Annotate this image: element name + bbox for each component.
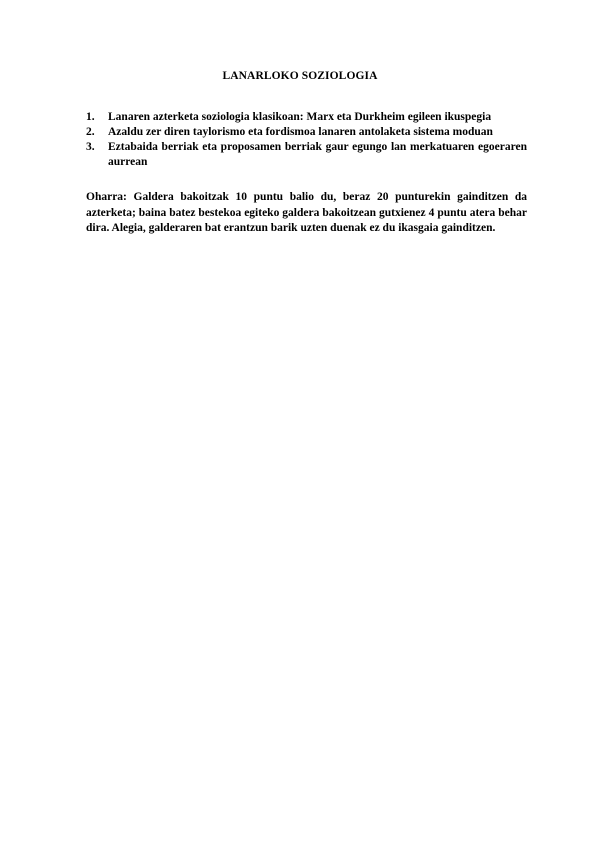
document-title: LANARLOKO SOZIOLOGIA [222,70,378,82]
question-number: 3. [86,141,95,153]
question-text: Lanaren azterketa soziologia klasikoan: Marx eta Durkheim egileen ikuspegia [108,111,492,123]
question-item [86,125,527,140]
question-item [86,140,527,170]
question-text: Azaldu zer diren taylorismo eta fordismoa lanaren antolaketa sistema moduan [108,126,493,138]
question-list [86,110,527,170]
exam-note: Oharra: Galdera bakoitzak 10 puntu balio du, beraz 20 punturekin gainditzen da azterketa; baina batez bestekoa egiteko galdera bakoitzean gutxienez 4 puntu atera behar dira. Alegia, galderaren bat erantzun barik uzten duenak ez du ikasgaia gainditzen. [86,191,527,234]
question-text: Eztabaida berriak eta proposamen berriak gaur egungo lan merkatuaren egoeraren aurrean [108,141,527,168]
question-number: 2. [86,126,95,138]
question-item [86,110,527,125]
question-number: 1. [86,111,95,123]
